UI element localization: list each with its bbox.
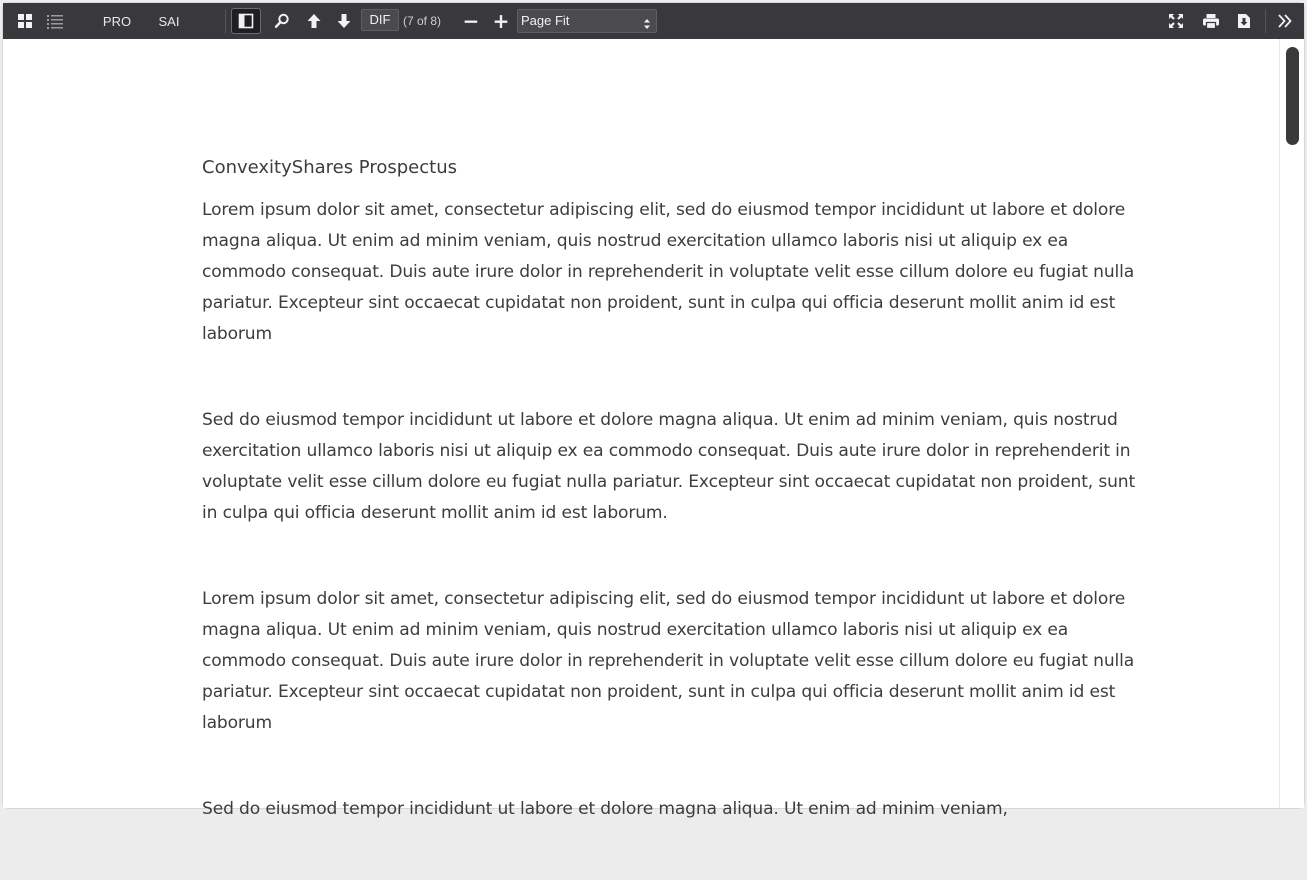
thumbnails-view-button[interactable] — [11, 3, 39, 39]
print-icon — [1202, 13, 1220, 29]
sidebar-toggle-button[interactable] — [231, 8, 261, 34]
paragraph: Sed do eiusmod tempor incididunt ut labore et dolore magna aliqua. Ut enim ad minim veniam, — [202, 799, 1008, 819]
scrollbar-thumb[interactable] — [1286, 47, 1299, 145]
document-page — [202, 155, 1142, 880]
document-viewer — [3, 39, 1279, 819]
tab-pro[interactable]: PRO — [102, 13, 132, 29]
viewer-toolbar — [3, 3, 1304, 39]
zoom-select-value: Page Fit — [521, 13, 570, 28]
paragraph: Lorem ipsum dolor sit amet, consectetur adipiscing elit, sed do eiusmod tempor incididunt ut labore et dolore magna aliqua. Ut enim ad minim veniam, quis nostrud exercitation ullamco laboris nisi ut aliquip ex ea commodo consequat. Duis aute irure dolor in reprehenderit in voluptate velit esse cillum dolore eu fugiat nulla pariatur. Excepteur sint occaecat cupidatat non proident, sunt in culpa qui officia deserunt mollit anim id est laborum — [202, 200, 1135, 344]
download-icon — [1237, 13, 1251, 29]
select-arrows-icon — [644, 15, 650, 37]
list-icon — [46, 13, 64, 29]
tools-menu-button[interactable] — [1271, 3, 1299, 39]
grid-icon — [17, 13, 33, 29]
vertical-scrollbar[interactable] — [1279, 39, 1304, 808]
double-chevron-right-icon — [1277, 13, 1293, 29]
previous-page-button[interactable] — [301, 3, 327, 39]
fullscreen-icon — [1168, 13, 1184, 29]
next-page-button[interactable] — [331, 3, 357, 39]
print-button[interactable] — [1197, 3, 1225, 39]
tab-sai[interactable]: SAI — [158, 13, 180, 29]
toolbar-separator — [1265, 9, 1266, 33]
paragraph: Lorem ipsum dolor sit amet, consectetur adipiscing elit, sed do eiusmod tempor incididunt ut labore et dolore magna aliqua. Ut enim ad minim veniam, quis nostrud exercitation ullamco laboris nisi ut aliquip ex ea commodo consequat. Duis aute irure dolor in reprehenderit in voluptate velit esse cillum dolore eu fugiat nulla pariatur. Excepteur sint occaecat cupidatat non proident, sunt in culpa qui officia deserunt mollit anim id est laborum — [202, 589, 1135, 733]
presentation-mode-button[interactable] — [1163, 3, 1189, 39]
paragraph: Sed do eiusmod tempor incididunt ut labore et dolore magna aliqua. Ut enim ad minim veniam, quis nostrud exercitation ullamco laboris nisi ut aliquip ex ea commodo consequat. Duis aute irure dolor in reprehenderit in voluptate velit esse cillum dolore eu fugiat nulla pariatur. Excepteur sint occaecat cupidatat non proident, sunt in culpa qui officia deserunt mollit anim id est laborum. — [202, 410, 1136, 523]
zoom-in-button[interactable]: + — [492, 9, 510, 33]
outline-view-button[interactable] — [41, 3, 69, 39]
search-icon — [274, 13, 290, 29]
zoom-select[interactable] — [517, 9, 657, 33]
toolbar-separator — [225, 9, 226, 33]
document-title: ConvexityShares Prospectus — [202, 157, 457, 178]
pdf-viewer-window — [3, 3, 1304, 819]
arrow-down-icon — [336, 13, 352, 29]
zoom-out-button[interactable]: − — [462, 9, 480, 33]
page-count-label: (7 of 8) — [403, 14, 442, 28]
download-button[interactable] — [1231, 3, 1257, 39]
sidebar-toggle-icon — [238, 13, 254, 29]
arrow-up-icon — [306, 13, 322, 29]
page-number-input[interactable]: DIF — [361, 9, 399, 31]
find-button[interactable] — [269, 3, 295, 39]
